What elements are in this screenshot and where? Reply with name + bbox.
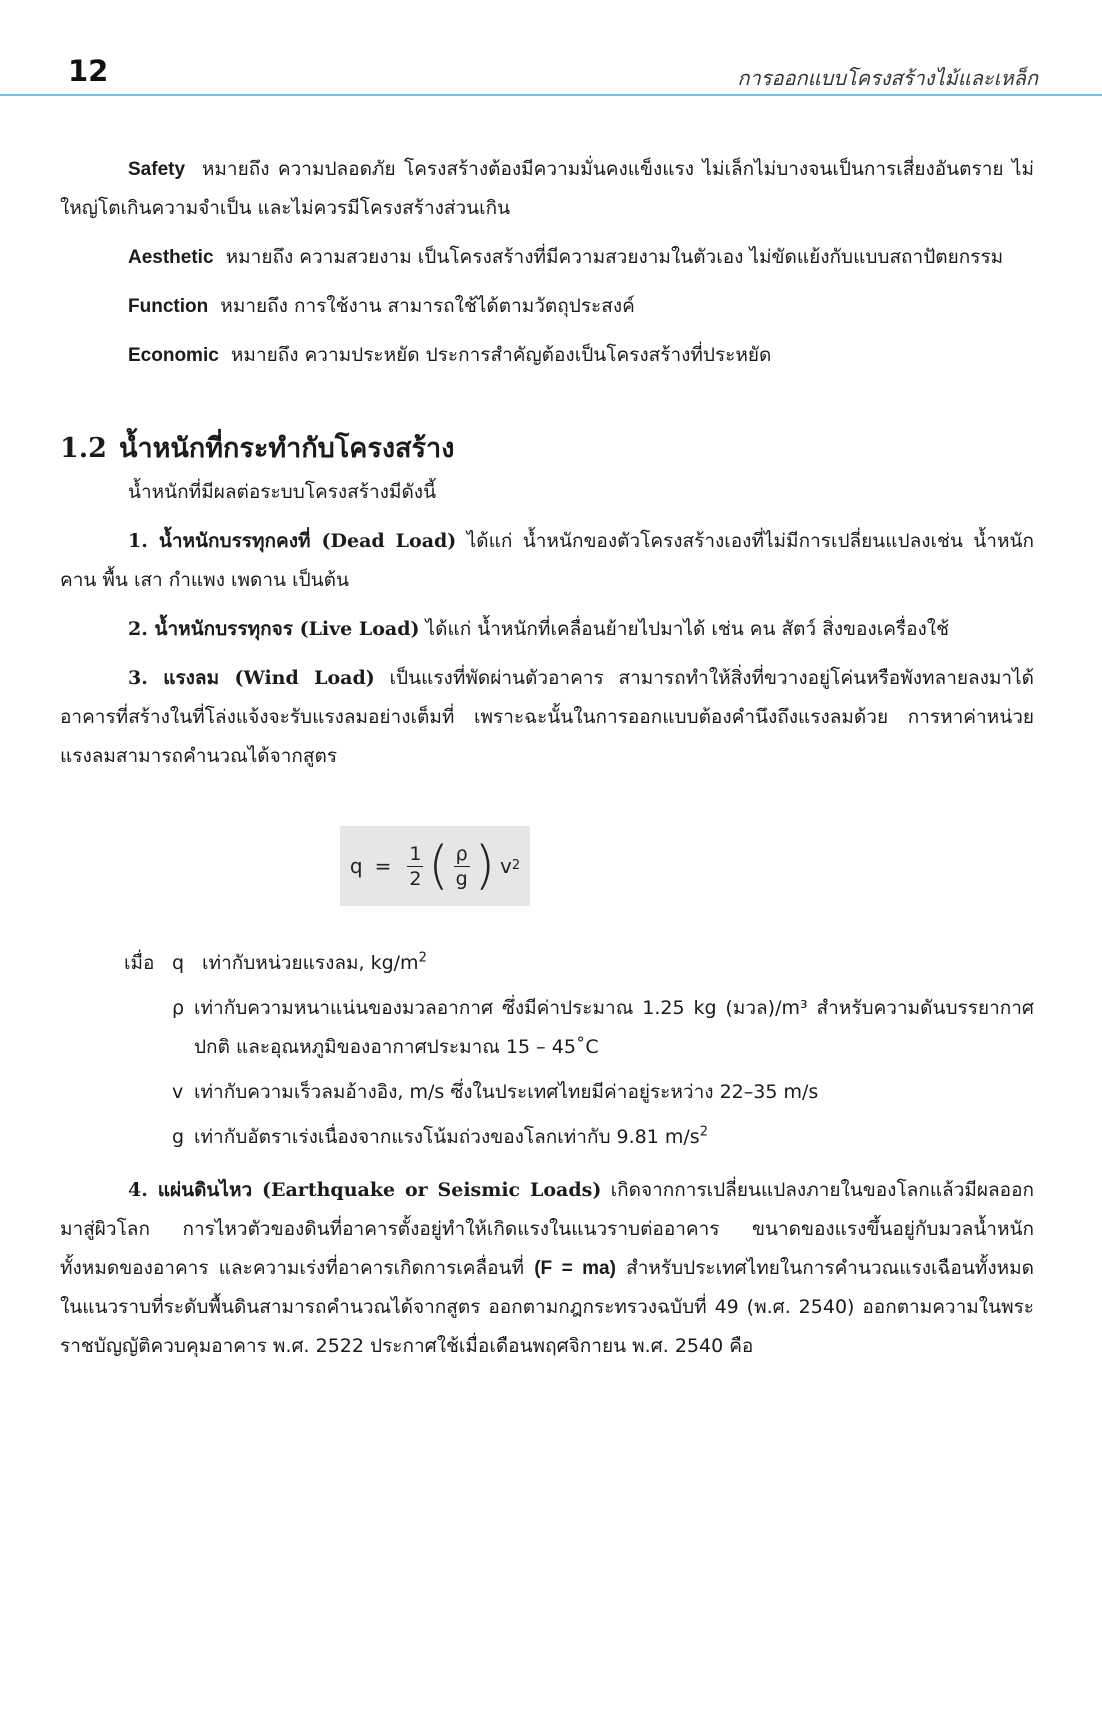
right-paren-glyph: ): [474, 836, 495, 896]
load-heading: 3. แรงลม (Wind Load): [128, 667, 375, 689]
variable-g: [60, 1118, 1034, 1157]
variable-symbol: ρ: [172, 997, 185, 1019]
definition-function: [60, 287, 1034, 326]
variable-exponent: 2: [418, 950, 427, 966]
variable-definitions: [60, 944, 1034, 1157]
formula-denominator: 2: [409, 867, 422, 890]
formula-inner-denominator: g: [455, 867, 468, 890]
load-live: [60, 610, 1034, 649]
definition-economic: [60, 336, 1034, 375]
variable-lead: เมื่อ: [124, 952, 155, 974]
running-title: การออกแบบโครงสร้างไม้และเหล็ก: [737, 66, 1038, 90]
variable-rho: [60, 989, 1034, 1067]
formula-inner-numerator: ρ: [455, 842, 468, 865]
variable-symbol: q: [172, 952, 185, 974]
variable-text: เท่ากับความเร็วลมอ้างอิง, m/s ซึ่งในประเทศไทยมีค่าอยู่ระหว่าง 22–35 m/s: [194, 1081, 819, 1103]
variable-exponent: 2: [699, 1124, 708, 1140]
left-paren-glyph: (: [428, 836, 449, 896]
term-text: หมายถึง ความประหยัด ประการสำคัญต้องเป็นโครงสร้างที่ประหยัด: [230, 344, 772, 366]
equation-inline: (F = ma): [534, 1258, 616, 1279]
load-heading: 1. น้ำหนักบรรทุกคงที่ (Dead Load): [128, 530, 457, 552]
formula-half: [407, 842, 423, 891]
page-header: [0, 0, 1102, 96]
formula-rho-over-g: [454, 842, 470, 891]
section-number: 1.2: [60, 433, 107, 464]
term-text: หมายถึง ความปลอดภัย โครงสร้างต้องมีความมั่นคงแข็งแรง ไม่เล็กไม่บางจนเป็นการเสี่ยงอันตราย ไม่ใหญ่โตเกินความจำเป็น และไม่ควรมีโครงสร้างส่วนเกิน: [60, 158, 1034, 219]
section-heading: [60, 427, 1034, 471]
variable-text: เท่ากับหน่วยแรงลม, kg/m: [202, 952, 419, 974]
term-label: Function: [128, 296, 209, 317]
term-label: Aesthetic: [128, 247, 214, 268]
load-text: ได้แก่ น้ำหนักของตัวโครงสร้างเองที่ไม่มีการเปลี่ยนแปลงเช่น น้ำหนักคาน พื้น เสา กำแพง เพดาน เป็นต้น: [60, 530, 1034, 591]
page-body: [60, 150, 1034, 1376]
load-text: ได้แก่ น้ำหนักที่เคลื่อนย้ายไปมาได้ เช่น คน สัตว์ สิ่งของเครื่องใช้: [419, 618, 949, 640]
variable-symbol: v: [172, 1081, 184, 1103]
section-intro: น้ำหนักที่มีผลต่อระบบโครงสร้างมีดังนี้: [128, 481, 437, 503]
formula-lhs: q: [349, 853, 363, 878]
variable-text: เท่ากับความหนาแน่นของมวลอากาศ ซึ่งมีค่าประมาณ 1.25 kg (มวล)/m³ สำหรับความดันบรรยากาศปกติ และอุณหภูมิของอากาศประมาณ 15 – 45˚C: [194, 997, 1034, 1058]
section-title: น้ำหนักที่กระทำกับโครงสร้าง: [118, 433, 455, 464]
definition-aesthetic: [60, 238, 1034, 277]
formula-equals: =: [374, 853, 392, 878]
variable-symbol: g: [172, 1126, 185, 1148]
term-text: หมายถึง การใช้งาน สามารถใช้ได้ตามวัตถุประสงค์: [220, 295, 635, 317]
term-text: หมายถึง ความสวยงาม เป็นโครงสร้างที่มีความสวยงามในตัวเอง ไม่ขัดแย้งกับแบบสถาปัตยกรรม: [225, 246, 1004, 268]
wind-pressure-formula: q = $\frac{1}{2}$ ( $\frac{\rho}{g}$ ) v 2: [340, 826, 530, 906]
formula-velocity: v: [499, 853, 512, 878]
term-label: Economic: [128, 345, 219, 366]
variable-v: [60, 1073, 1034, 1112]
load-text-continued: สำหรับประเทศไทยในการคำนวณแรงเฉือนทั้งหมดในแนวราบที่ระดับพื้นดินสามารถคำนวณได้จากสูตร ออกตามกฎกระทรวงฉบับที่ 49 (พ.ศ. 2540) ออกตามความในพระราชบัญญัติควบคุมอาคาร พ.ศ. 2522 ประกาศใช้เมื่อเดือนพฤศจิกายน พ.ศ. 2540 คือ: [60, 1257, 1034, 1357]
load-earthquake: [60, 1171, 1034, 1366]
formula-numerator: 1: [409, 842, 422, 865]
term-label: Safety: [128, 159, 186, 180]
variable-q: [60, 944, 1034, 983]
load-heading: 2. น้ำหนักบรรทุกจร (Live Load): [128, 618, 420, 640]
definition-safety: [60, 150, 1034, 228]
variable-text: เท่ากับอัตราเร่งเนื่องจากแรงโน้มถ่วงของโลกเท่ากับ 9.81 m/s: [194, 1126, 700, 1148]
load-text: เป็นแรงที่พัดผ่านตัวอาคาร สามารถทำให้สิ่งที่ขวางอยู่โค่นหรือพังทลายลงมาได้ อาคารที่สร้างในที่โล่งแจ้งจะรับแรงลมอย่างเต็มที่ เพราะฉะนั้นในการออกแบบต้องคำนึงถึงแรงลมด้วย การหาค่าหน่วยแรงลมสามารถคำนวณได้จากสูตร: [60, 667, 1034, 767]
load-text: เกิดจากการเปลี่ยนแปลงภายในของโลกแล้วมีผลออกมาสู่ผิวโลก การไหวตัวของดินที่อาคารตั้งอยู่ทำให้เกิดแรงในแนวราบต่ออาคาร ขนาดของแรงขึ้นอยู่กับมวลน้ำหนักทั้งหมดของอาคาร และความเร่งที่อาคารเกิดการเคลื่อนที่: [60, 1179, 1034, 1279]
load-heading: 4. แผ่นดินไหว (Earthquake or Seismic Loads): [128, 1179, 602, 1201]
load-dead: [60, 522, 1034, 600]
page-number: 12: [68, 54, 109, 88]
load-wind: [60, 659, 1034, 776]
